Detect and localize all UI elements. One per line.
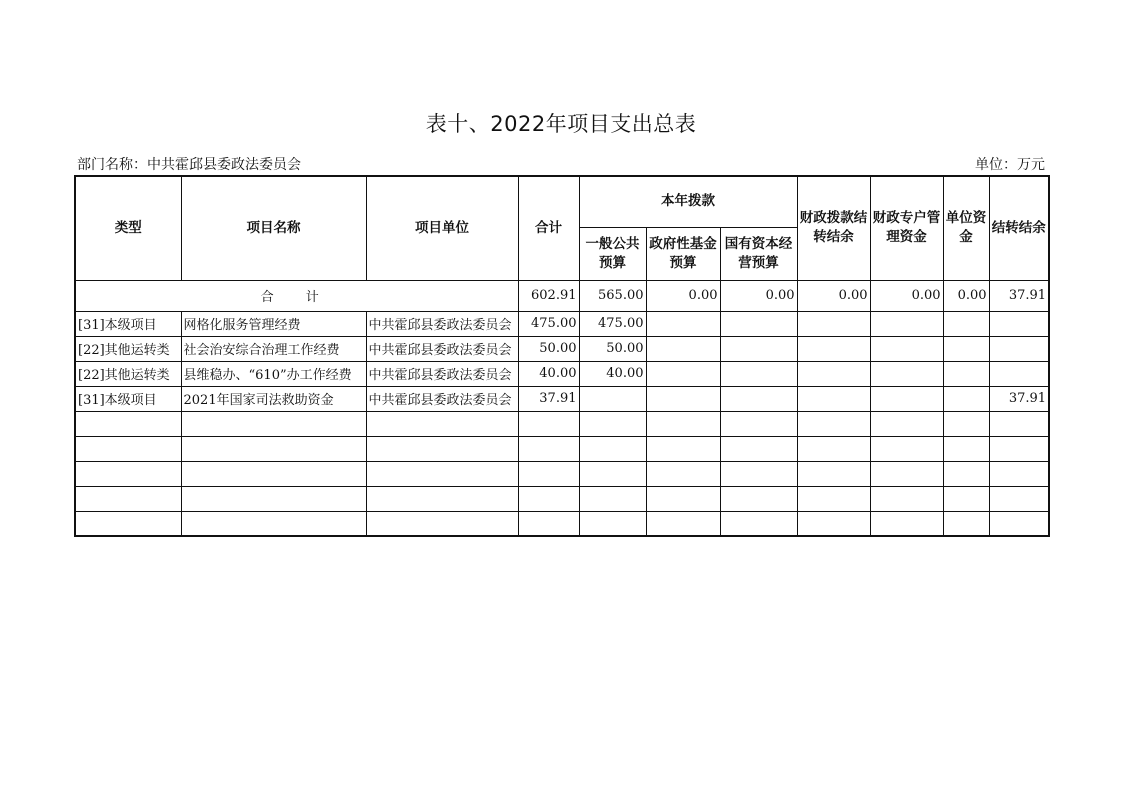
cell-fiscal-carryover	[797, 411, 870, 436]
cell-gov-fund	[646, 511, 720, 536]
cell-state-capital	[720, 411, 797, 436]
cell-gov-fund	[646, 336, 720, 361]
summary-unit-funds: 0.00	[943, 280, 989, 311]
cell-total	[518, 486, 579, 511]
project-expenditure-table	[74, 175, 1050, 537]
cell-type	[75, 411, 181, 436]
page-title: 表十、2022年项目支出总表	[425, 112, 697, 136]
table-row	[75, 336, 1049, 361]
cell-fiscal-special	[870, 511, 943, 536]
header-government-fund-budget: 政府性基金预算	[646, 227, 720, 280]
cell-fiscal-carryover	[797, 461, 870, 486]
cell-unit-funds	[943, 336, 989, 361]
cell-general-public	[579, 486, 646, 511]
cell-fiscal-carryover	[797, 386, 870, 411]
cell-unit: 中共霍邱县委政法委员会	[366, 361, 518, 386]
summary-general-public: 565.00	[579, 280, 646, 311]
cell-state-capital	[720, 461, 797, 486]
cell-fiscal-special	[870, 436, 943, 461]
table-row	[75, 411, 1049, 436]
cell-name: 网格化服务管理经费	[181, 311, 366, 336]
cell-gov-fund	[646, 461, 720, 486]
summary-fiscal-special: 0.00	[870, 280, 943, 311]
table-row	[75, 436, 1049, 461]
header-carryover: 结转结余	[989, 176, 1049, 280]
table-row	[75, 511, 1049, 536]
cell-unit-funds	[943, 461, 989, 486]
cell-fiscal-special	[870, 336, 943, 361]
cell-unit-funds	[943, 511, 989, 536]
cell-general-public	[579, 461, 646, 486]
cell-unit-funds	[943, 436, 989, 461]
summary-gov-fund: 0.00	[646, 280, 720, 311]
cell-unit	[366, 436, 518, 461]
cell-state-capital	[720, 486, 797, 511]
cell-name	[181, 461, 366, 486]
cell-unit	[366, 486, 518, 511]
cell-type: [31]本级项目	[75, 386, 181, 411]
cell-carryover	[989, 336, 1049, 361]
cell-type: [22]其他运转类	[75, 336, 181, 361]
cell-type	[75, 436, 181, 461]
summary-carryover: 37.91	[989, 280, 1049, 311]
cell-gov-fund	[646, 386, 720, 411]
cell-name	[181, 486, 366, 511]
header-unit-funds: 单位资金	[943, 176, 989, 280]
cell-state-capital	[720, 386, 797, 411]
cell-carryover	[989, 511, 1049, 536]
summary-label: 合 计	[75, 280, 518, 311]
cell-unit: 中共霍邱县委政法委员会	[366, 311, 518, 336]
cell-unit: 中共霍邱县委政法委员会	[366, 336, 518, 361]
cell-gov-fund	[646, 411, 720, 436]
cell-fiscal-special	[870, 311, 943, 336]
cell-fiscal-carryover	[797, 436, 870, 461]
table-row	[75, 461, 1049, 486]
header-type: 类型	[75, 176, 181, 280]
cell-carryover	[989, 411, 1049, 436]
header-state-capital-budget: 国有资本经营预算	[720, 227, 797, 280]
header-fiscal-special-account: 财政专户管理资金	[870, 176, 943, 280]
header-project-name: 项目名称	[181, 176, 366, 280]
cell-state-capital	[720, 311, 797, 336]
cell-type	[75, 486, 181, 511]
cell-carryover	[989, 311, 1049, 336]
cell-carryover	[989, 361, 1049, 386]
cell-total	[518, 411, 579, 436]
cell-name: 社会治安综合治理工作经费	[181, 336, 366, 361]
cell-unit-funds	[943, 386, 989, 411]
cell-state-capital	[720, 436, 797, 461]
cell-fiscal-special	[870, 361, 943, 386]
cell-unit-funds	[943, 411, 989, 436]
header-current-year-appropriation: 本年拨款	[579, 176, 797, 227]
cell-name: 县维稳办、“610”办工作经费	[181, 361, 366, 386]
cell-type	[75, 511, 181, 536]
cell-total: 50.00	[518, 336, 579, 361]
department-name: 部门名称：中共霍邱县委政法委员会	[77, 157, 301, 173]
cell-unit-funds	[943, 311, 989, 336]
cell-general-public	[579, 436, 646, 461]
cell-unit-funds	[943, 486, 989, 511]
cell-name	[181, 436, 366, 461]
header-total: 合计	[518, 176, 579, 280]
table-row	[75, 311, 1049, 336]
summary-fiscal-carryover: 0.00	[797, 280, 870, 311]
cell-type: [31]本级项目	[75, 311, 181, 336]
cell-carryover	[989, 486, 1049, 511]
cell-fiscal-special	[870, 386, 943, 411]
summary-total: 602.91	[518, 280, 579, 311]
cell-carryover	[989, 436, 1049, 461]
cell-fiscal-special	[870, 411, 943, 436]
table-row	[75, 386, 1049, 411]
cell-unit: 中共霍邱县委政法委员会	[366, 386, 518, 411]
cell-name: 2021年国家司法救助资金	[181, 386, 366, 411]
summary-state-capital: 0.00	[720, 280, 797, 311]
table-row	[75, 486, 1049, 511]
cell-general-public: 475.00	[579, 311, 646, 336]
cell-type	[75, 461, 181, 486]
cell-total: 40.00	[518, 361, 579, 386]
header-fiscal-carryover: 财政拨款结转结余	[797, 176, 870, 280]
cell-fiscal-carryover	[797, 511, 870, 536]
cell-unit	[366, 411, 518, 436]
header-general-public-budget: 一般公共预算	[579, 227, 646, 280]
cell-carryover: 37.91	[989, 386, 1049, 411]
cell-state-capital	[720, 336, 797, 361]
cell-general-public	[579, 386, 646, 411]
cell-total	[518, 511, 579, 536]
cell-state-capital	[720, 361, 797, 386]
unit-label: 单位：万元	[975, 157, 1045, 173]
cell-unit	[366, 511, 518, 536]
cell-name	[181, 411, 366, 436]
cell-general-public	[579, 411, 646, 436]
cell-general-public	[579, 511, 646, 536]
cell-general-public: 40.00	[579, 361, 646, 386]
table-row	[75, 361, 1049, 386]
cell-carryover	[989, 461, 1049, 486]
cell-fiscal-carryover	[797, 361, 870, 386]
cell-total: 475.00	[518, 311, 579, 336]
header-project-unit: 项目单位	[366, 176, 518, 280]
cell-total: 37.91	[518, 386, 579, 411]
cell-total	[518, 436, 579, 461]
cell-unit-funds	[943, 361, 989, 386]
cell-fiscal-carryover	[797, 486, 870, 511]
cell-gov-fund	[646, 486, 720, 511]
cell-fiscal-carryover	[797, 311, 870, 336]
cell-gov-fund	[646, 436, 720, 461]
cell-fiscal-special	[870, 486, 943, 511]
cell-type: [22]其他运转类	[75, 361, 181, 386]
cell-gov-fund	[646, 311, 720, 336]
cell-gov-fund	[646, 361, 720, 386]
cell-unit	[366, 461, 518, 486]
cell-general-public: 50.00	[579, 336, 646, 361]
summary-row	[75, 280, 1049, 311]
cell-state-capital	[720, 511, 797, 536]
cell-total	[518, 461, 579, 486]
cell-name	[181, 511, 366, 536]
cell-fiscal-carryover	[797, 336, 870, 361]
cell-fiscal-special	[870, 461, 943, 486]
